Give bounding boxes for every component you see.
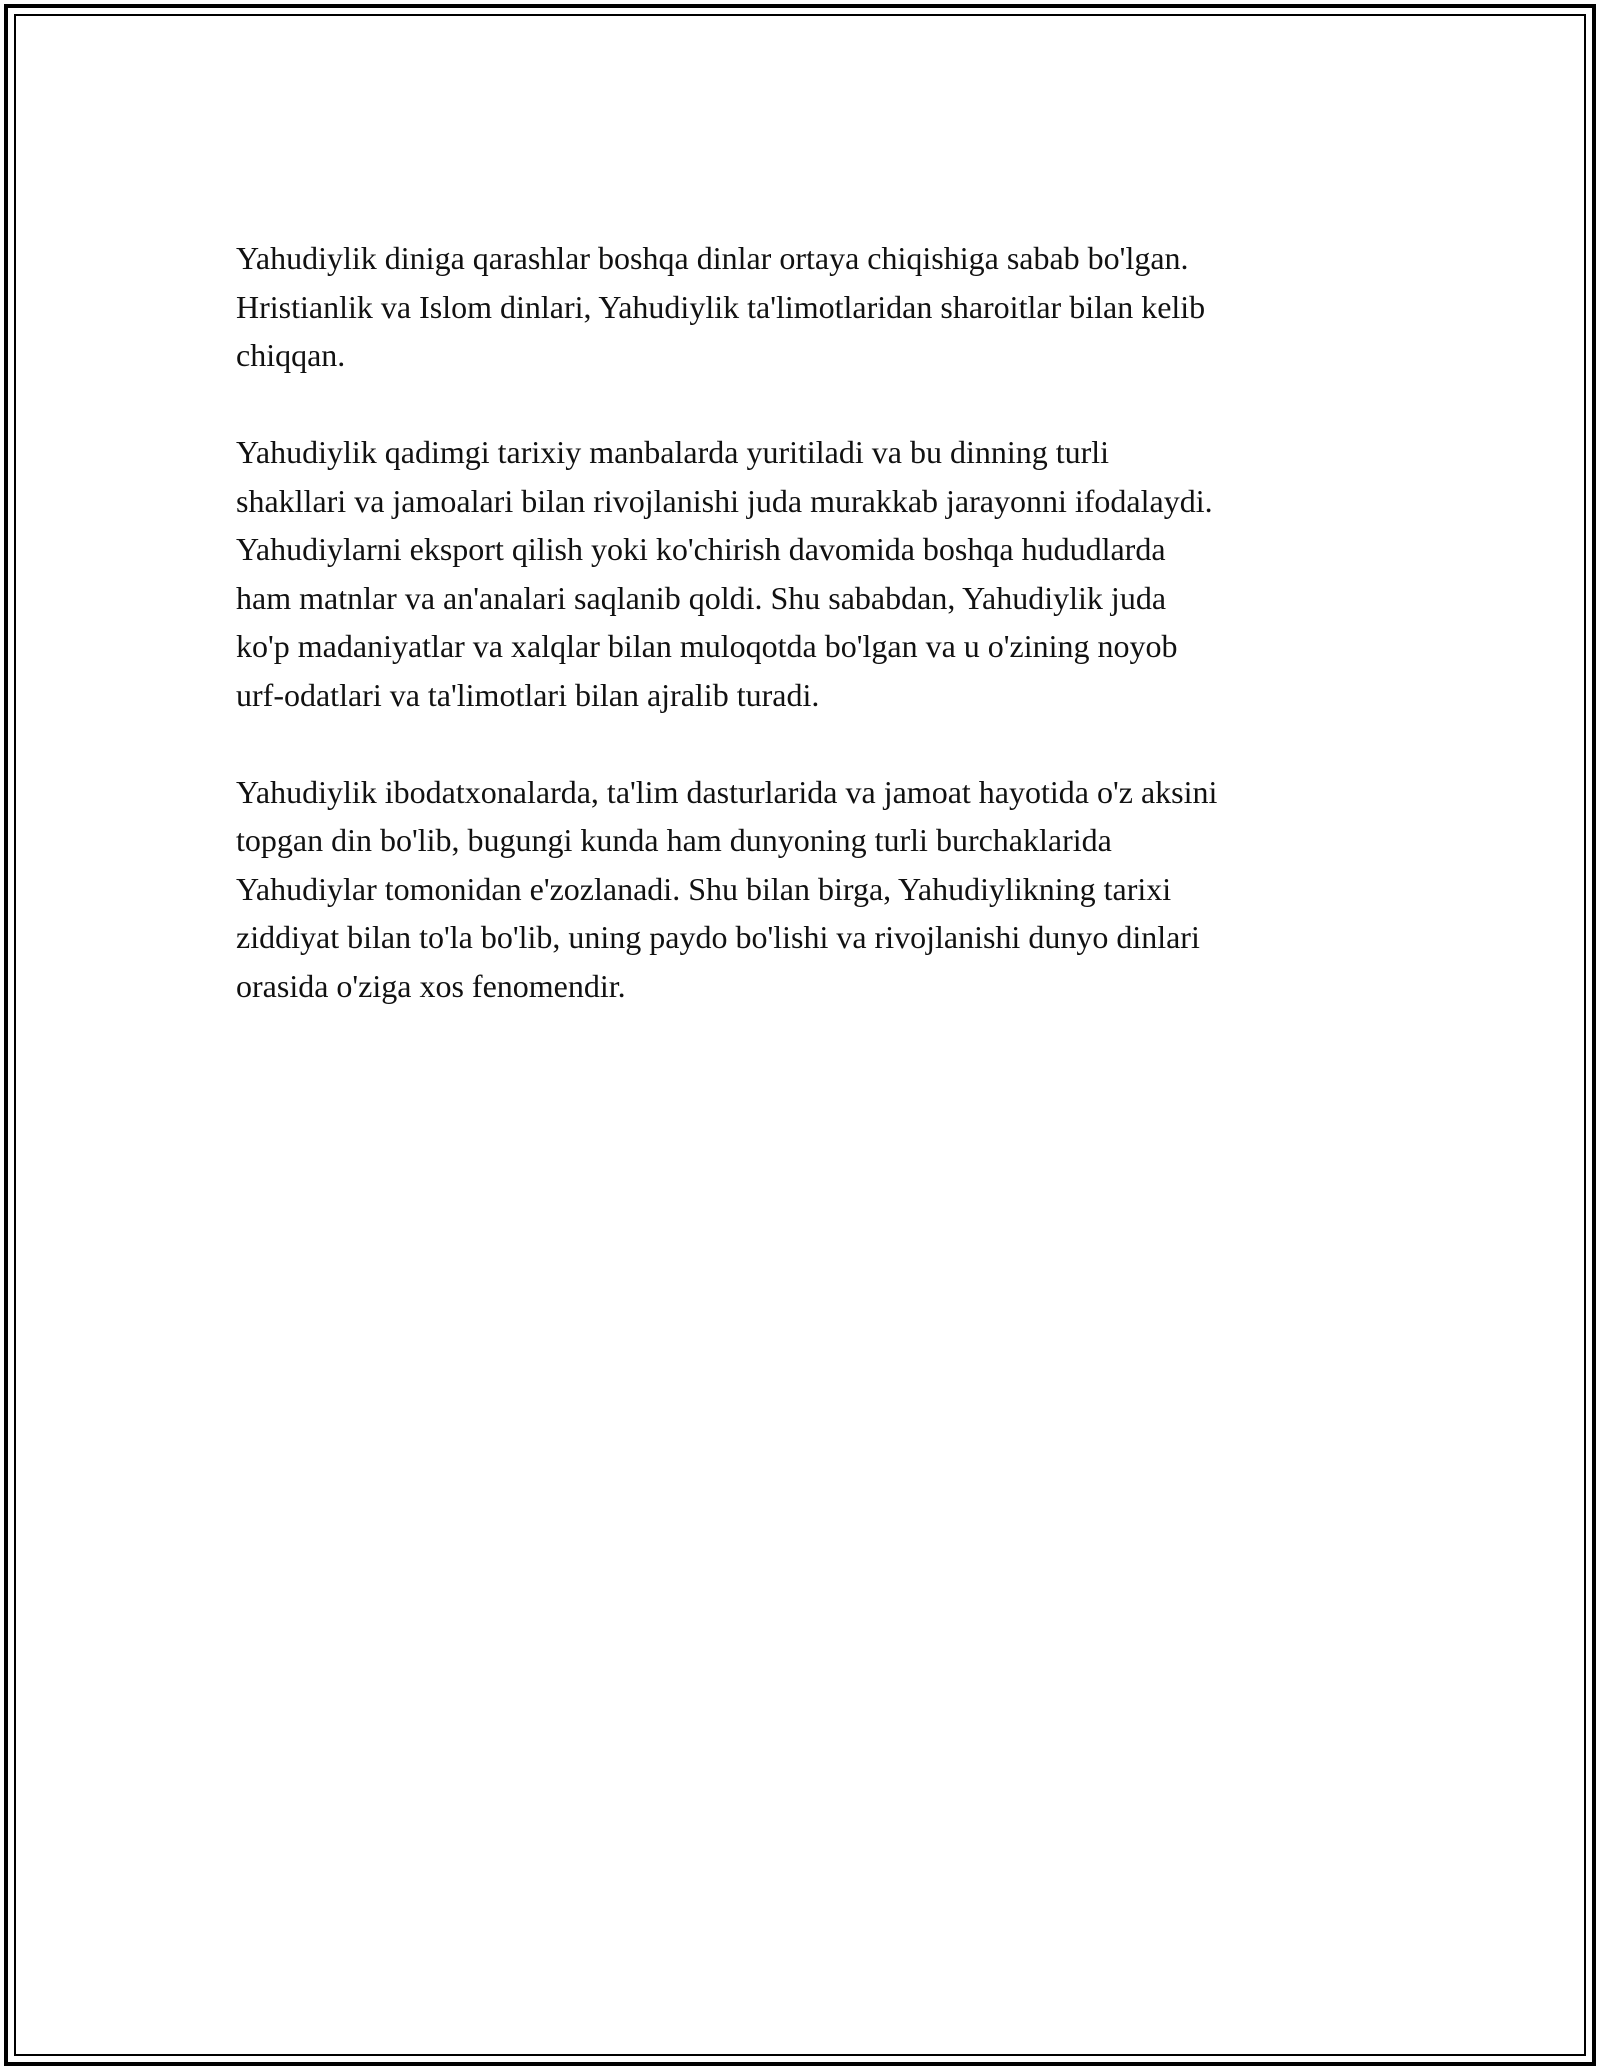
text-line: chiqqan. — [236, 337, 346, 373]
paragraph-3 — [236, 768, 1386, 1011]
paragraph-2 — [236, 428, 1386, 719]
text-line: Yahudiylik ibodatxonalarda, ta'lim dasturlarida va jamoat hayotida o'z aksini — [236, 773, 1218, 810]
text-line: ham matnlar va an'analari saqlanib qoldi. Shu sababdan, Yahudiylik juda — [236, 579, 1167, 616]
text-line: ziddiyat bilan to'la bo'lib, uning paydo bo'lishi va rivojlanishi dunyo dinlari — [236, 919, 1200, 955]
text-line: Yahudiylik diniga qarashlar boshqa dinlar ortaya chiqishiga sabab bo'lgan. — [236, 240, 1189, 276]
text-line: topgan din bo'lib, bugungi kunda ham dunyoning turli burchaklarida — [236, 822, 1112, 858]
text-line: Yahudiylarni eksport qilish yoki ko'chirish davomida boshqa hududlarda — [236, 531, 1166, 567]
text-line: urf-odatlari va ta'limotlari bilan ajralib turadi. — [236, 676, 820, 713]
text-line: ko'p madaniyatlar va xalqlar bilan muloqotda bo'lgan va u o'zining noyob — [236, 628, 1178, 664]
text-line: Yahudiylik qadimgi tarixiy manbalarda yuritiladi va bu dinning turli — [236, 434, 1110, 470]
text-line: Yahudiylar tomonidan e'zozlanadi. Shu bilan birga, Yahudiylikning tarixi — [236, 870, 1172, 907]
text-line: shakllari va jamoalari bilan rivojlanishi juda murakkab jarayonni ifodalaydi. — [236, 482, 1213, 519]
text-line: Hristianlik va Islom dinlari, Yahudiylik ta'limotlaridan sharoitlar bilan kelib — [236, 288, 1206, 325]
text-line: orasida o'ziga xos fenomendir. — [236, 967, 626, 1004]
document-body — [236, 234, 1386, 1059]
paragraph-1 — [236, 234, 1386, 380]
